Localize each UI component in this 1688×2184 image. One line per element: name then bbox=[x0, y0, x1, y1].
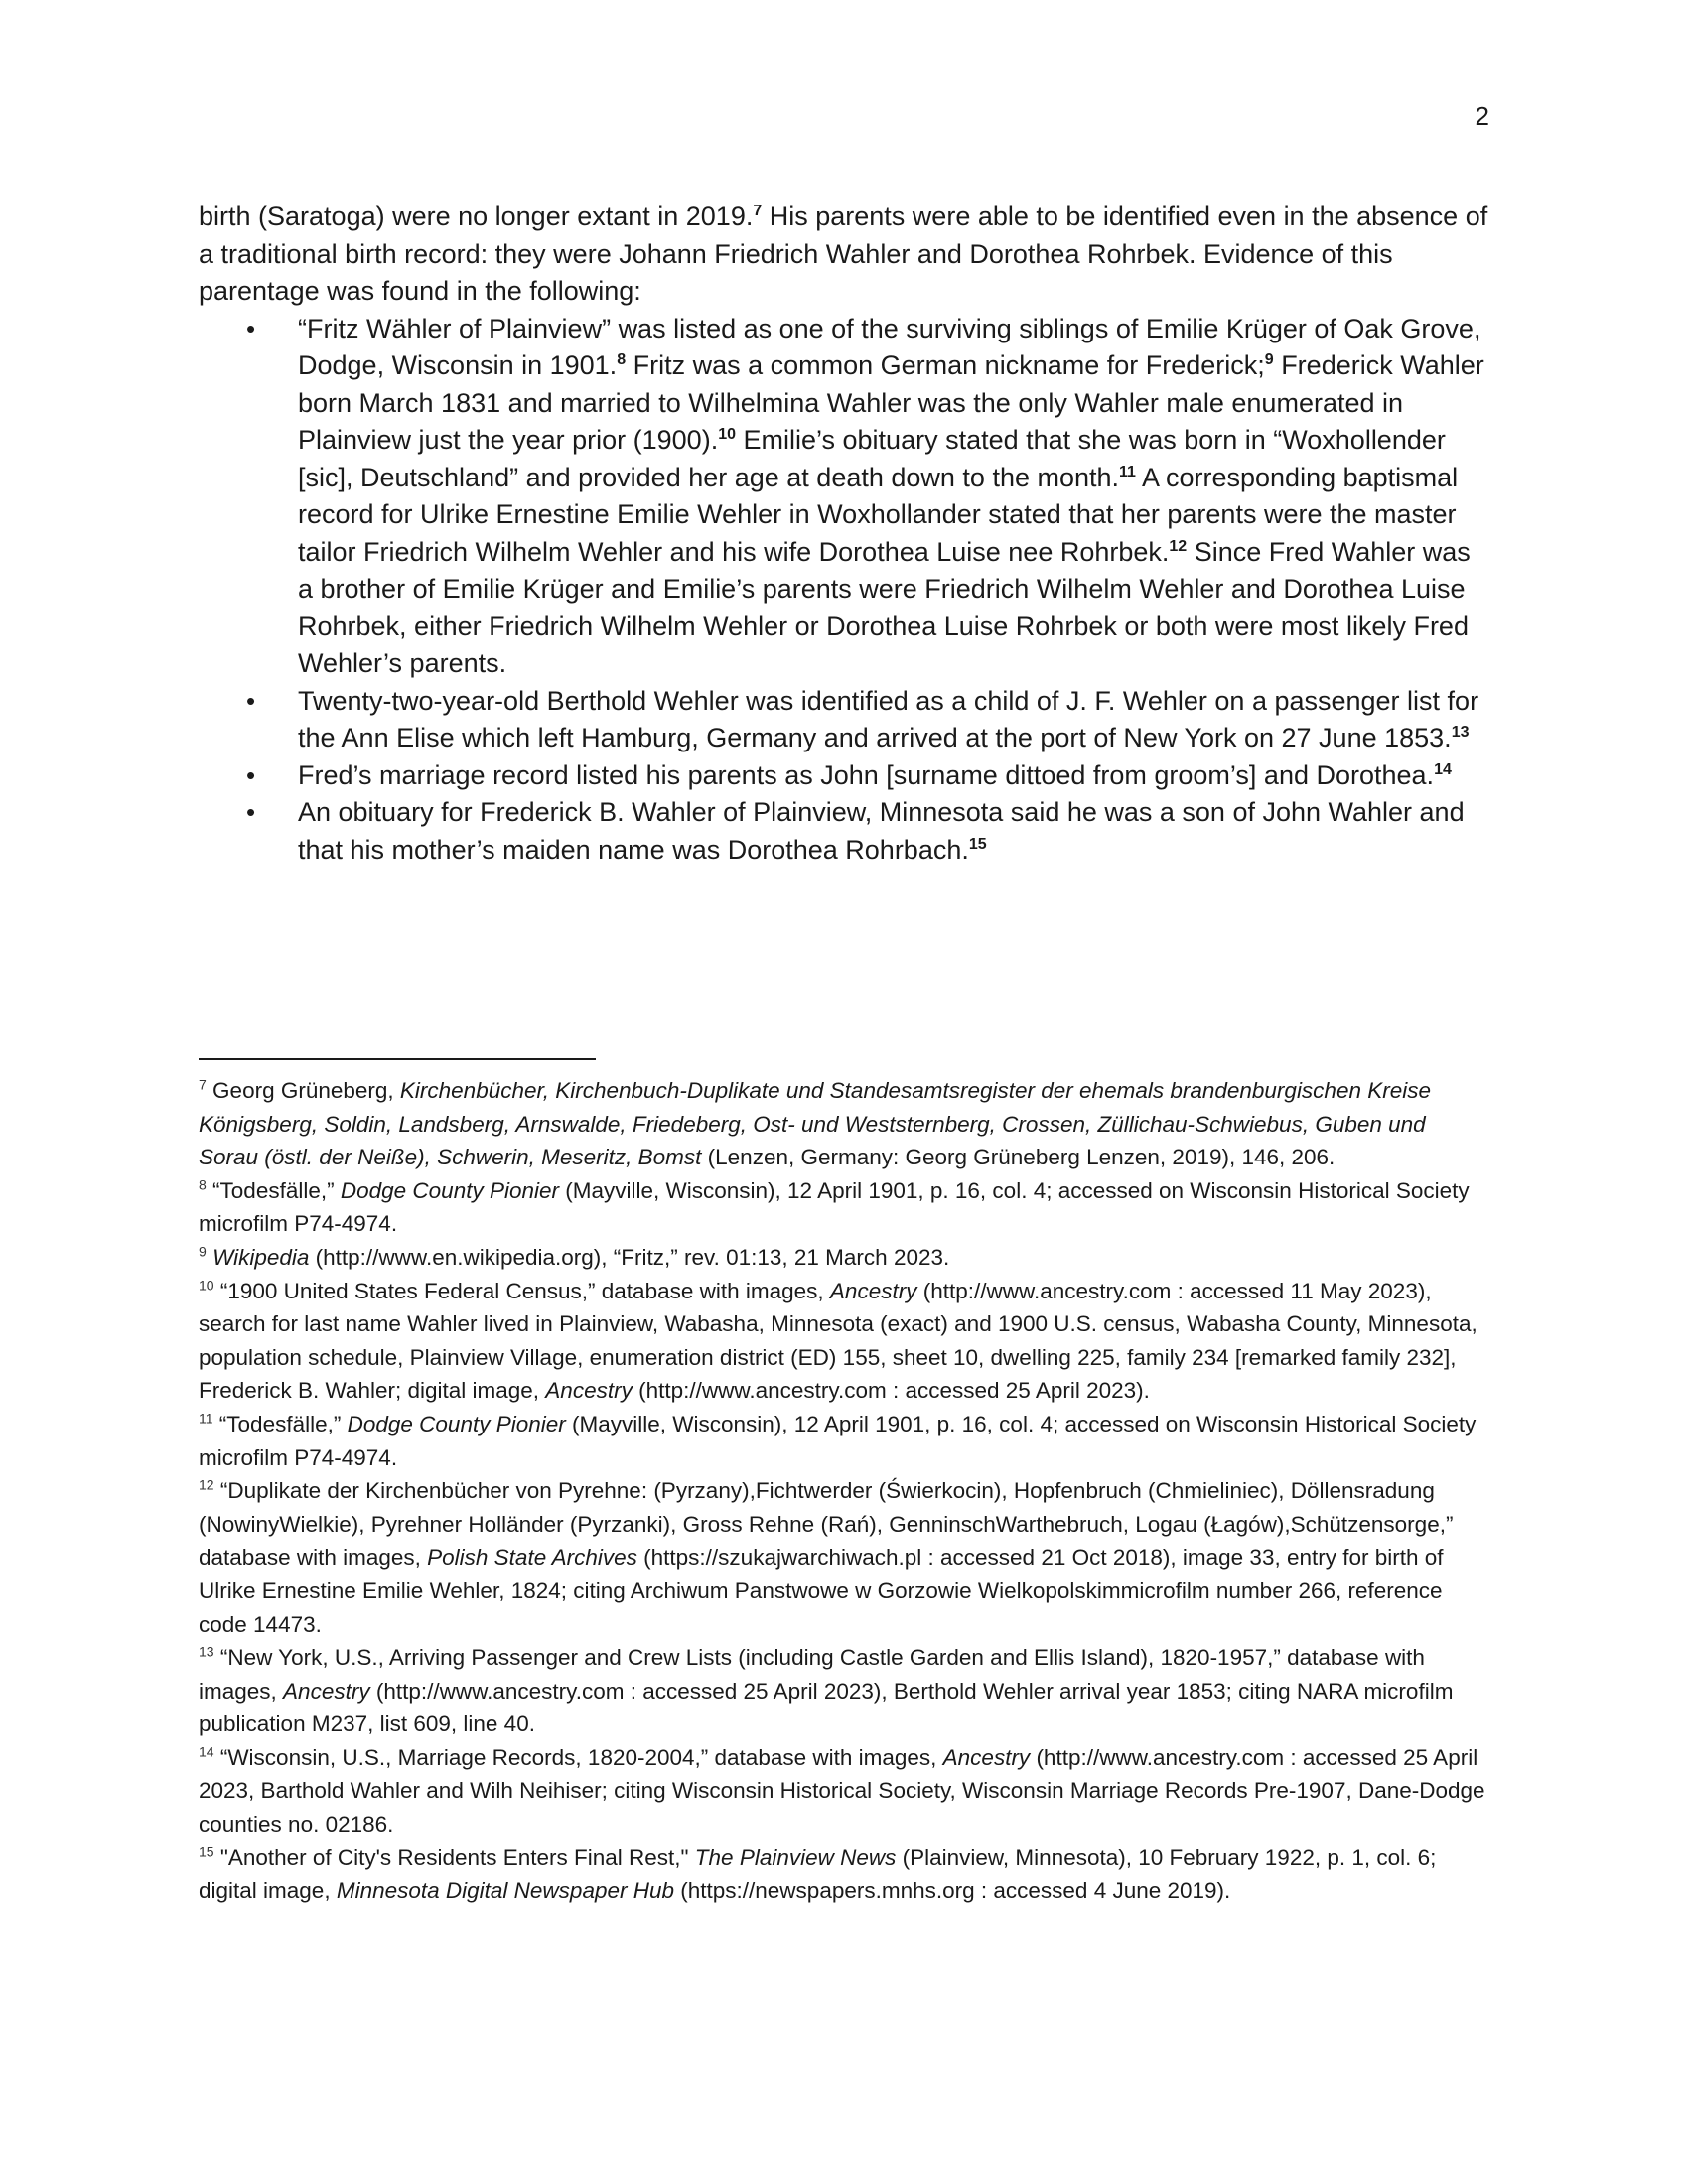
footnote-11: $^{11}$ “Todesfälle,” Dodge County Pionier (Mayville, Wisconsin), 12 April 1901, p. 16, col. 4; accessed on Wisconsin Historical Society microfilm P74-4974. bbox=[199, 1410, 1477, 1470]
footnote-ref[interactable]: 10 bbox=[718, 426, 736, 443]
footnote-7: $^7$ Georg Grüneberg, Kirchenbücher, Kirchenbuch-Duplikate und Standesamtsregister der ehemals brandenburgischen Kreise Königsberg, Soldin, Landsberg, Arnswalde, Friedeberg, Ost- und Weststernberg, Crossen, Züllichau-Schwiebus, Guben und Sorau (östl. der Neiße), Schwerin, Meseritz, Bomst (Lenzen, Germany: Georg Grüneberg Lenzen, 2019), 146, 206. bbox=[199, 1076, 1432, 1170]
footnote-separator bbox=[199, 1058, 596, 1060]
footnote-12: $^{12}$ “Duplikate der Kirchenbücher von Pyrehne: (Pyrzany),Fichtwerder (Świerkocin), Hopfenbruch (Chmieliniec), Döllensradung (NowinyWielkie), Pyrehner Holländer (Pyrzanki), Gross Rehne (Rań), GenninschWarthebruch, Logau (Łagów),Schützensorge,” database with images, Polish State Archives (https://szukajwarchiwach.pl : accessed 21 Oct 2018), image 33, entry for birth of Ulrike Ernestine Emilie Wehler, 1824; citing Archiwum Panstwowe w Gorzowie Wielkopolskimmicrofilm number 266, reference code 14473. bbox=[199, 1476, 1454, 1637]
footnote-13: $^{13}$ “New York, U.S., Arriving Passenger and Crew Lists (including Castle Garden and Ellis Island), 1820-1957,” database with images, Ancestry (http://www.ancestry.com : accessed 25 April 2023), Berthold Wehler arrival year 1853; citing NARA microfilm publication M237, list 609, line 40. bbox=[199, 1643, 1454, 1737]
footnote-10: $^{10}$ “1900 United States Federal Census,” database with images, Ancestry (http://www.ancestry.com : accessed 11 May 2023), search for last name Wahler lived in Plainview, Wabasha, Minnesota (exact) and 1900 U.S. census, Wabasha County, Minnesota, population schedule, Plainview Village, enumeration district (ED) 155, sheet 10, dwelling 225, family 234 [remarked family 232], Frederick B. Wahler; digital image, Ancestry (http://www.ancestry.com : accessed 25 April 2023). bbox=[199, 1277, 1477, 1404]
footnote-ref[interactable]: 12 bbox=[1169, 537, 1188, 555]
page-number: 2 bbox=[1475, 101, 1489, 131]
footnote-ref[interactable]: 15 bbox=[968, 835, 987, 853]
footnotes bbox=[199, 1074, 1489, 1908]
footnote-9: $^9$ Wikipedia (http://www.en.wikipedia.org), “Fritz,” rev. 01:13, 21 March 2023. bbox=[199, 1243, 950, 1270]
footnote-ref[interactable]: 11 bbox=[1119, 463, 1136, 480]
main-text bbox=[199, 199, 1489, 869]
footnote-ref[interactable]: 14 bbox=[1434, 760, 1452, 778]
footnote-ref[interactable]: 13 bbox=[1451, 724, 1470, 741]
intro-paragraph: birth (Saratoga) were no longer extant in 2019.$^7$ His parents were able to be identified even in the absence of a traditional birth record: they were Johann Friedrich Wahler and Dorothea Rohrbek. Evidence of this parentage was found in the following: bbox=[199, 202, 1488, 306]
evidence-list bbox=[199, 311, 1489, 870]
footnote-ref[interactable]: 9 bbox=[1264, 351, 1274, 368]
footnote-ref[interactable]: 7 bbox=[753, 203, 763, 219]
footnote-15: $^{15}$ "Another of City's Residents Enters Final Rest," The Plainview News (Plainview, Minnesota), 10 February 1922, p. 1, col. 6; digital image, Minnesota Digital Newspaper Hub (https://newspapers.mnhs.org : accessed 4 June 2019). bbox=[199, 1843, 1437, 1904]
footnote-ref[interactable]: 8 bbox=[617, 351, 627, 368]
list-item: • Fred’s marriage record listed his parents as John [surname dittoed from groom’s] and Dorothea.$^{14}$ bbox=[199, 757, 1489, 795]
footnote-14: $^{14}$ “Wisconsin, U.S., Marriage Records, 1820-2004,” database with images, Ancestry (http://www.ancestry.com : accessed 25 April 2023, Barthold Wahler and Wilh Neihiser; citing Wisconsin Historical Society, Wisconsin Marriage Records Pre-1907, Dane-Dodge counties no. 02186. bbox=[199, 1743, 1485, 1838]
list-item: • “Fritz Wähler of Plainview” was listed as one of the surviving siblings of Emilie Krüger of Oak Grove, Dodge, Wisconsin in 1901.$^8$ Fritz was a common German nickname for Frederick;$^9$ Frederick Wahler born March 1831 and married to Wilhelmina Wahler was the only Wahler male enumerated in Plainview just the year prior (1900).$^{10}$ Emilie’s obituary stated that she was born in “Woxhollender [sic], Deutschland” and provided her age at death down to the month.$^{11}$ A corresponding baptismal record for Ulrike Ernestine Emilie Wehler in Woxhollander stated that her parents were the master tailor Friedrich Wilhelm Wehler and his wife Dorothea Luise nee Rohrbek.$^{12}$ Since Fred Wahler was a brother of Emilie Krüger and Emilie’s parents were Friedrich Wilhelm Wehler and Dorothea Luise Rohrbek, either Friedrich Wilhelm Wehler or Dorothea Luise Rohrbek or both were most likely Fred Wehler’s parents. bbox=[199, 311, 1489, 683]
footnote-8: $^8$ “Todesfälle,” Dodge County Pionier (Mayville, Wisconsin), 12 April 1901, p. 16, col. 4; accessed on Wisconsin Historical Society microfilm P74-4974. bbox=[199, 1176, 1470, 1237]
list-item: • Twenty-two-year-old Berthold Wehler was identified as a child of J. F. Wehler on a passenger list for the Ann Elise which left Hamburg, Germany and arrived at the port of New York on 27 June 1853.13 bbox=[199, 683, 1489, 757]
list-item: • An obituary for Frederick B. Wahler of Plainview, Minnesota said he was a son of John Wahler and that his mother’s maiden name was Dorothea Rohrbach.$^{15}$ bbox=[199, 794, 1489, 869]
